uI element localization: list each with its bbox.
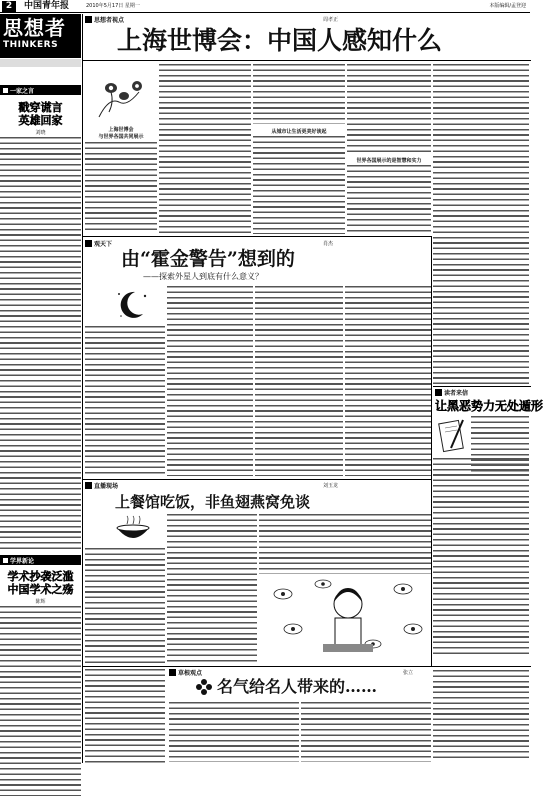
- article4-col3-text: [259, 514, 431, 574]
- flower-illustration: [89, 72, 151, 122]
- article1-subhead-4: 世界各国展示的是智慧和实力: [356, 158, 422, 164]
- article1-col2-text: [159, 64, 251, 234]
- article1-col4-text: [347, 64, 431, 154]
- column-label-1: 一家之言: [0, 85, 81, 95]
- moon-illustration: [113, 286, 151, 324]
- article4-byline: 刘玉龙: [323, 483, 339, 489]
- article2-tag: 观天下: [85, 239, 112, 248]
- article5-byline: 张立: [403, 670, 414, 676]
- column1-author: 刘晓: [35, 130, 46, 136]
- article4-col1-bottom-text: [85, 669, 165, 763]
- divider: [83, 60, 531, 61]
- square-bullet-icon: [85, 240, 92, 247]
- column2-body-text: [0, 606, 81, 796]
- article5-col3-text: [433, 670, 529, 762]
- article4-col2-text: [167, 514, 257, 664]
- masthead-editor: 本版编辑/孟登迎: [489, 3, 526, 9]
- article3-headline: 让黑恶势力无处遁形: [435, 399, 543, 413]
- article5-tag: 草根观点: [169, 668, 202, 677]
- article2-col3-text: [255, 286, 343, 476]
- article2-headline: 由“霍金警告”想到的: [121, 248, 295, 270]
- column-divider: [431, 236, 432, 666]
- article2-subtitle: ——探索外星人到底有什么意义？: [143, 272, 263, 281]
- article1-subhead-2: 与世界各国共同展示: [98, 134, 144, 140]
- section-title-en: THINKERS: [3, 40, 59, 50]
- issue-date: 2010年5月17日 星期一: [86, 3, 140, 9]
- flower-ornament-icon: [195, 678, 213, 696]
- divider: [83, 236, 431, 237]
- article1-byline: 周孝正: [323, 17, 339, 23]
- article1-col3-text-top: [253, 64, 345, 124]
- article1-col3-text: [253, 136, 345, 234]
- square-bullet-icon: [435, 389, 442, 396]
- column1-body-text: [0, 137, 81, 549]
- section-tag-strip: [0, 59, 81, 67]
- section-title-block: [0, 14, 81, 58]
- column2-author: 陈辉: [35, 599, 46, 605]
- article4-col1-text: [85, 548, 165, 664]
- article2-col4-text: [345, 286, 431, 476]
- bowl-illustration: [113, 516, 153, 546]
- article1-col1-text: [85, 142, 157, 234]
- divider: [433, 386, 531, 387]
- square-bullet-icon: [3, 88, 8, 93]
- article4-headline: 上餐馆吃饭，非鱼翅燕窝免谈: [115, 493, 311, 511]
- page-number: 2: [2, 1, 16, 12]
- column2-headline: 学术抄袭泛滥 中国学术之殇: [7, 570, 74, 596]
- pen-paper-illustration: [437, 416, 469, 456]
- square-bullet-icon: [3, 558, 8, 563]
- article5-col1-text: [169, 702, 299, 762]
- article1-col5-text: [433, 64, 529, 384]
- column-label-2: 学界新论: [0, 555, 81, 565]
- eyes-cartoon-illustration: [263, 574, 431, 659]
- square-bullet-icon: [169, 669, 176, 676]
- article2-byline: 肖杰: [323, 241, 334, 247]
- article3-tag: 读者来信: [435, 388, 468, 397]
- square-bullet-icon: [85, 482, 92, 489]
- newspaper-brand: 中国青年报: [24, 1, 70, 11]
- divider: [83, 666, 531, 667]
- article1-subhead-1: 上海世博会: [108, 127, 134, 133]
- article1-col4b-text: [347, 165, 431, 234]
- divider: [83, 479, 431, 480]
- article1-tag: 思想者视点: [85, 15, 124, 24]
- column1-headline: 戳穿谎言 英雄回家: [18, 101, 63, 127]
- article2-col2-text: [167, 286, 253, 476]
- article1-subhead-3: 从城市让生活更美好谈起: [271, 129, 327, 135]
- article4-tag: 直播现场: [85, 481, 118, 490]
- square-bullet-icon: [85, 16, 92, 23]
- article3-text-b: [433, 458, 529, 658]
- main-area: [82, 14, 543, 763]
- masthead: [0, 0, 530, 13]
- article5-headline: 名气给名人带来的……: [217, 677, 378, 696]
- article1-headline: 上海世博会：中国人感知什么: [117, 26, 443, 55]
- section-title: 思想者: [3, 16, 66, 40]
- left-column: [0, 14, 81, 763]
- article5-col2-text: [301, 702, 431, 762]
- article2-col1-text: [85, 326, 165, 476]
